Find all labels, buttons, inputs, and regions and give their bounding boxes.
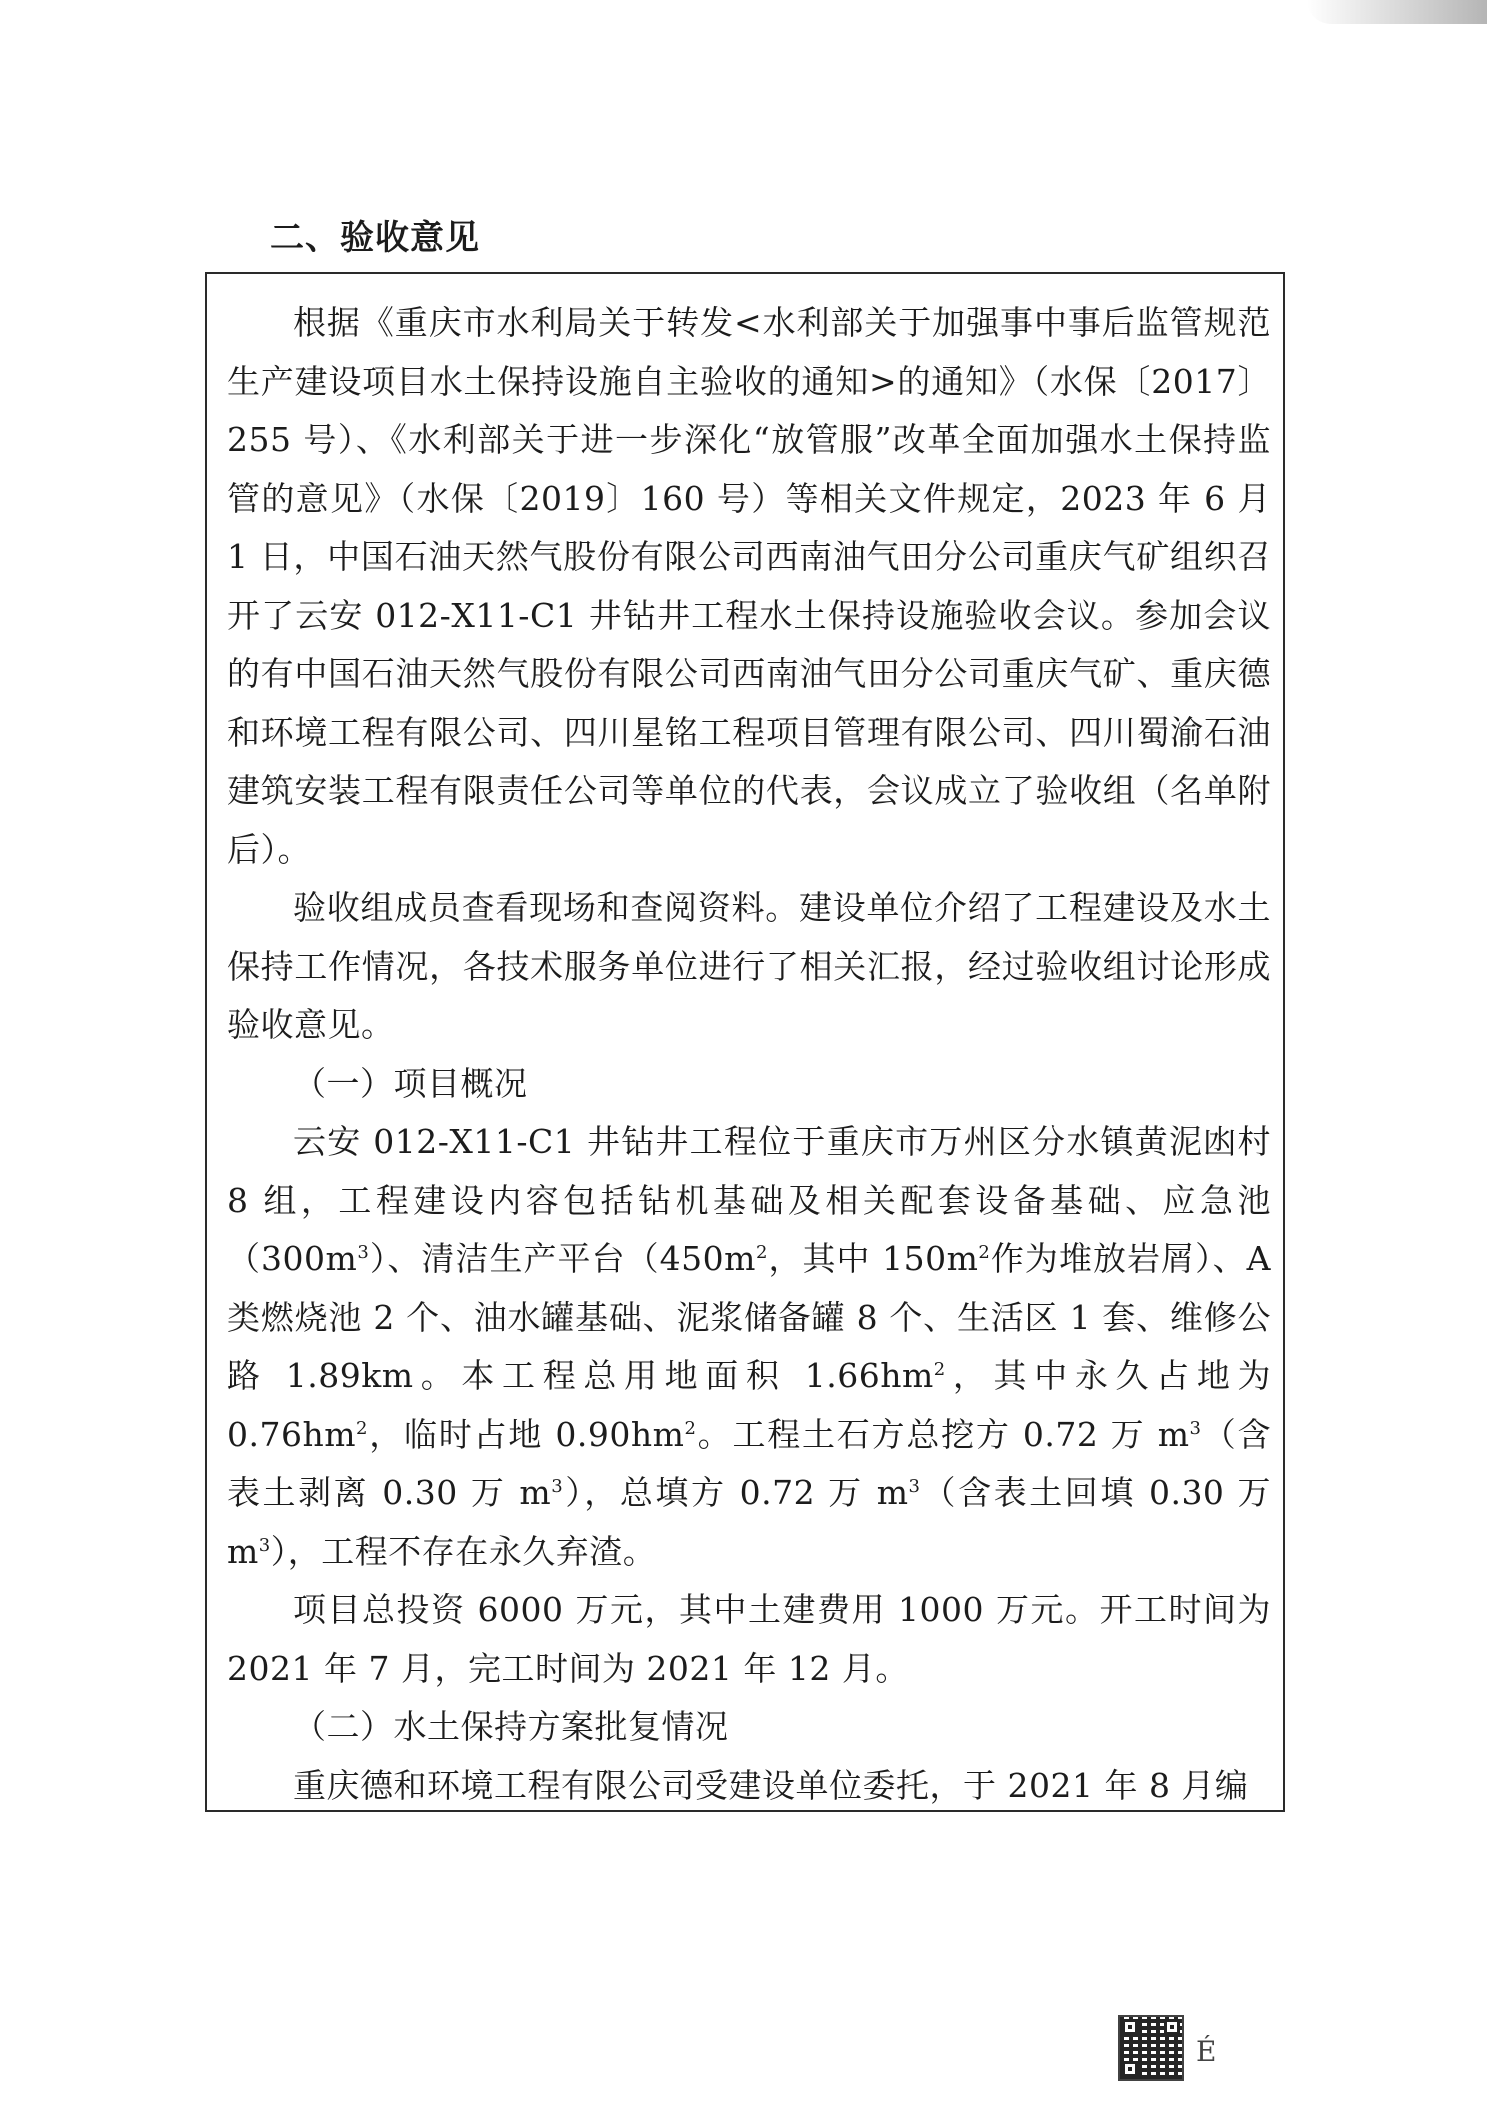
text-run: ），总填方 0.72 万 m: [563, 1473, 909, 1512]
unit-exponent: 3: [908, 1476, 921, 1497]
paragraph-inspection: 验收组成员查看现场和查阅资料。建设单位介绍了工程建设及水土保持工作情况，各技术服务单位进行了相关汇报，经过验收组讨论形成验收意见。: [227, 888, 1271, 1044]
subheading-plan-approval: （二）水土保持方案批复情况: [293, 1707, 729, 1746]
unit-exponent: 2: [684, 1417, 697, 1439]
paragraph-project-overview: [227, 1113, 1271, 1581]
unit-exponent: 3: [551, 1476, 564, 1497]
text-run: ，其中 150m: [767, 1239, 979, 1278]
qr-code-icon: [1118, 2015, 1184, 2081]
footer-glyph: É: [1196, 2035, 1217, 2068]
text-run: ，临时占地 0.90hm: [367, 1414, 685, 1454]
text-run: （含表土回填 0.30 万 m: [227, 1473, 1271, 1571]
text-run: （含表土剥离 0.30 万 m: [227, 1414, 1272, 1512]
text-run: ，其中永久占地为 0.76hm: [227, 1356, 1271, 1454]
unit-exponent: 3: [1189, 1417, 1202, 1439]
qr-finder-icon: [1122, 2019, 1138, 2035]
subheading-project-overview: （一）项目概况: [293, 1063, 528, 1103]
content-box: [205, 272, 1285, 1812]
text-run: 。工程土石方总挖方 0.72 万 m: [696, 1414, 1190, 1454]
unit-exponent: 2: [933, 1359, 946, 1380]
text-run: 云安 012-X11-C1 井钻井工程位于重庆市万州区分水镇黄泥凼村 8 组，工程建设内容包括钻机基础及相关配套设备基础、应急池（300m: [227, 1122, 1271, 1278]
unit-exponent: 2: [755, 1242, 768, 1263]
page-edge-shadow: [1307, 0, 1487, 24]
qr-finder-icon: [1122, 2061, 1138, 2077]
section-heading: 二、验收意见: [270, 218, 480, 258]
qr-finder-icon: [1164, 2019, 1180, 2035]
unit-exponent: 3: [258, 1534, 271, 1556]
paragraph-plan-approval: 重庆德和环境工程有限公司受建设单位委托，于 2021 年 8 月编: [293, 1765, 1249, 1805]
paragraph-basis: 根据《重庆市水利局关于转发<水利部关于加强事中事后监管规范生产建设项目水土保持设施自主验收的通知>的通知》（水保〔2017〕255 号）、《水利部关于进一步深化“放管服”改革全面加强水土保持监管的意见》（水保〔2019〕160 号）等相关文件规定，2023 年 6 月 1 日，中国石油天然气股份有限公司西南油气田分公司重庆气矿组织召开了云安 012-X11-C1 井钻井工程水土保持设施验收会议。参加会议的有中国石油天然气股份有限公司西南油气田分公司重庆气矿、重庆德和环境工程有限公司、四川星铭工程项目管理有限公司、四川蜀渝石油建筑安装工程有限责任公司等单位的代表，会议成立了验收组（名单附后）。: [227, 303, 1271, 869]
unit-exponent: 2: [978, 1242, 991, 1263]
text-run: 作为堆放岩屑）、A 类燃烧池 2 个、油水罐基础、泥浆储备罐 8 个、生活区 1 套、维修公路 1.89km。本工程总用地面积 1.66hm: [227, 1239, 1272, 1395]
unit-exponent: 3: [357, 1242, 370, 1263]
paragraph-investment: 项目总投资 6000 万元，其中土建费用 1000 万元。开工时间为 2021 年 7 月，完工时间为 2021 年 12 月。: [227, 1590, 1271, 1688]
text-run: ），工程不存在永久弃渣。: [270, 1531, 657, 1571]
unit-exponent: 2: [356, 1417, 368, 1439]
text-run: ）、清洁生产平台（450m: [369, 1239, 756, 1278]
